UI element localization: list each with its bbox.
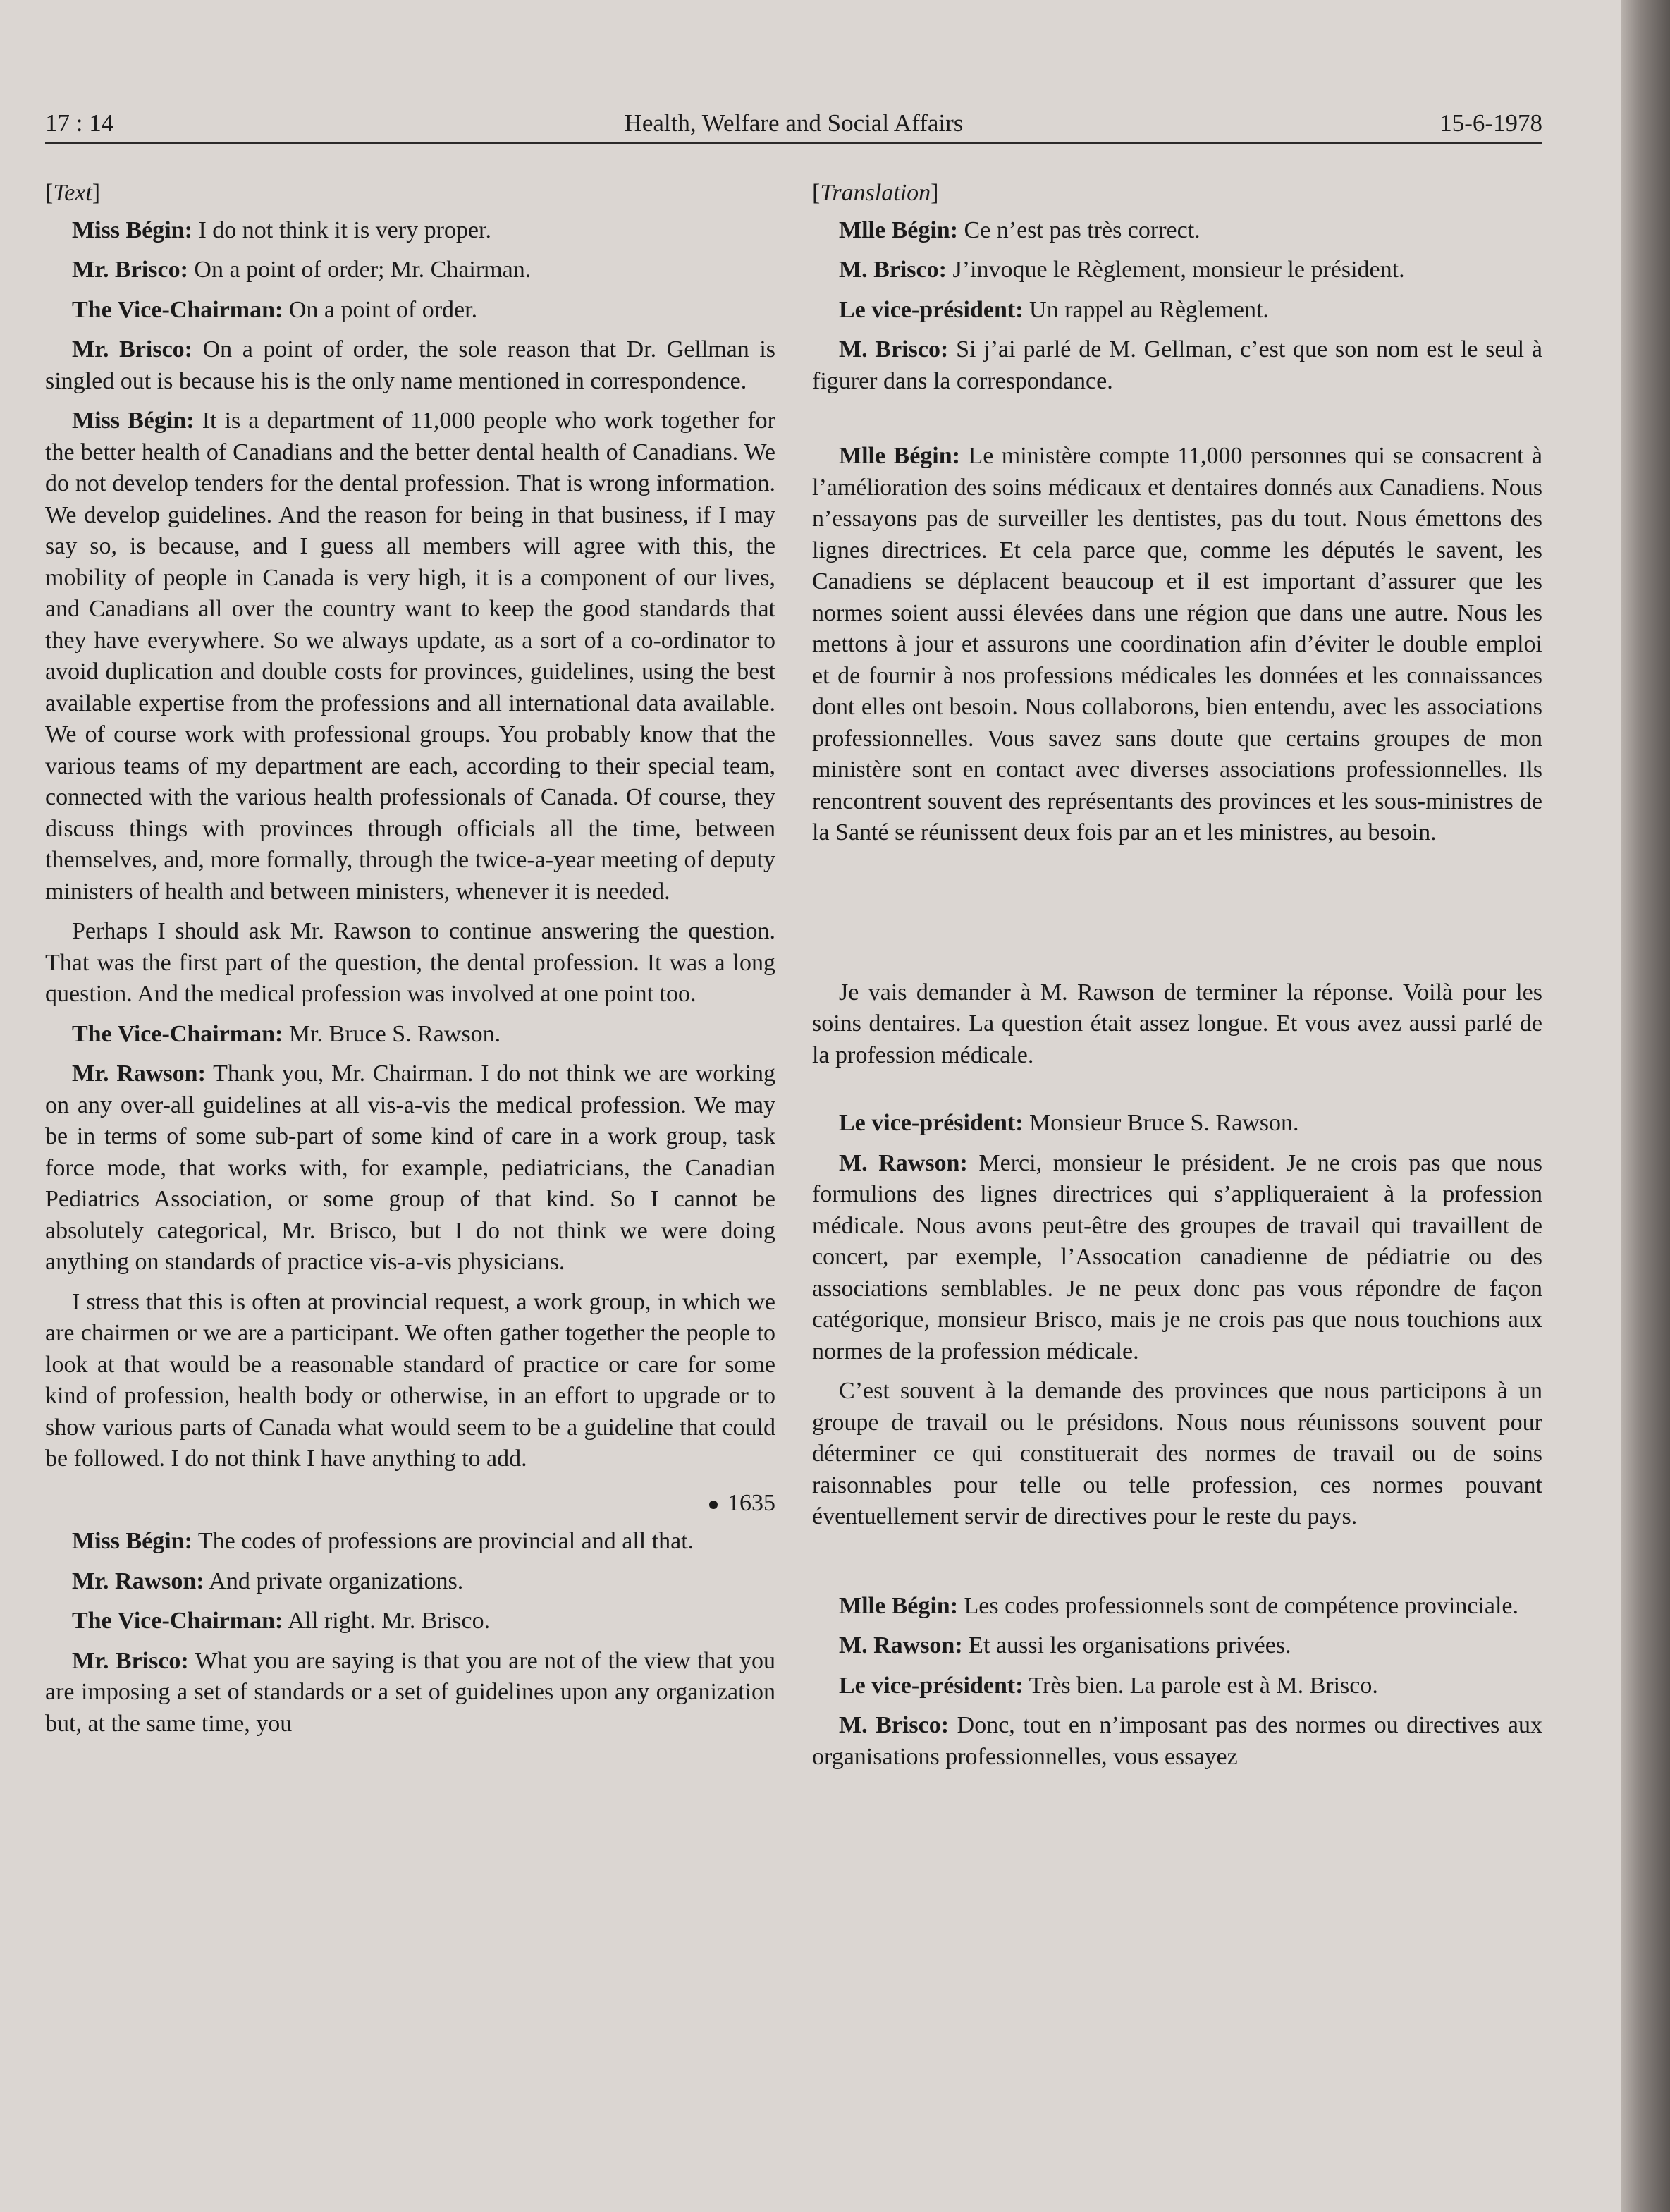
paragraph: I stress that this is often at provincial request, a work group, in which we are chairmen or we are a participant. We often gather together the people to look at that would be a reasonable standard of practice or care for some kind of profession, health body or otherwise, in an effort to upgrade or to show various parts of Canada what would seem to be a guideline that could be followed. I do not think I have anything to add. — [45, 1288, 775, 1472]
speaker: Miss Bégin: — [72, 1528, 192, 1554]
speaker: Le vice-président: — [839, 1672, 1024, 1699]
speaker: Mlle Bégin: — [839, 443, 960, 469]
paragraph: M. Brisco: Si j’ai parlé de M. Gellman, c’est que son nom est le seul à figurer dans la correspondance. — [812, 336, 1542, 394]
section-label: [Translation] — [812, 180, 939, 206]
paragraph: Miss Bégin: The codes of professions are provincial and all that. — [72, 1528, 694, 1554]
paragraph: Mlle Bégin: Les codes professionnels sont de compétence provinciale. — [839, 1592, 1518, 1619]
paragraph: Le vice-président: Un rappel au Règlement. — [839, 296, 1269, 323]
paragraph: M. Rawson: Merci, monsieur le président. Je ne crois pas que nous formulions des lignes directrices qui s’appliqueraient à la profession médicale. Nous avons peut-être des groupes de travail qui travaillent de concert, par exemple, l’Assocation canadienne de pédiatrie ou des associations semblables. Je ne peux donc pas vous répondre de façon catégorique, monsieur Brisco, mais je ne crois pas que nous touchions aux normes de la profession médicale. — [812, 1149, 1542, 1364]
page-edge — [1621, 0, 1670, 2212]
speaker: Mr. Rawson: — [72, 1568, 204, 1594]
speaker: The Vice-Chairman: — [72, 296, 283, 323]
paragraph: The Vice-Chairman: Mr. Bruce S. Rawson. — [72, 1020, 501, 1047]
speaker: M. Brisco: — [839, 1712, 950, 1738]
page-number: 17 : 14 — [45, 109, 114, 137]
speaker: The Vice-Chairman: — [72, 1020, 283, 1047]
paragraph: Mr. Brisco: On a point of order, the sole reason that Dr. Gellman is singled out is because his is the only name mentioned in correspondence. — [45, 336, 776, 394]
paragraph: Le vice-président: Monsieur Bruce S. Rawson. — [839, 1110, 1299, 1136]
paragraph: M. Brisco: Donc, tout en n’imposant pas des normes ou directives aux organisations professionnelles, vous essayez — [812, 1712, 1543, 1770]
paragraph: Le vice-président: Très bien. La parole est à M. Brisco. — [839, 1672, 1378, 1699]
speaker: Miss Bégin: — [72, 216, 192, 243]
speaker: Mr. Brisco: — [72, 1647, 189, 1674]
speaker: Mr. Rawson: — [72, 1061, 206, 1087]
paragraph: The Vice-Chairman: All right. Mr. Brisco. — [72, 1608, 491, 1634]
speaker: M. Rawson: — [839, 1149, 968, 1176]
paragraph: Mr. Brisco: On a point of order; Mr. Chairman. — [72, 257, 532, 283]
paragraph: Miss Bégin: I do not think it is very proper. — [72, 216, 491, 243]
paragraph: Mr. Rawson: And private organizations. — [72, 1568, 464, 1594]
paragraph: M. Brisco: J’invoque le Règlement, monsieur le président. — [839, 257, 1405, 283]
paragraph: Mlle Bégin: Ce n’est pas très correct. — [839, 216, 1201, 243]
paragraph: Mlle Bégin: Le ministère compte 11,000 personnes qui se consacrent à l’amélioration des soins médicaux et dentaires donnés aux Canadiens. Nous n’essayons pas de surveiller les dentistes, pas du tout. Nous émettons des lignes directrices. Et cela parce que, comme les députés le savent, les Canadiens se déplacent beaucoup et il est important d’assurer que les normes soient aussi élevées dans une région que dans une autre. Nous les mettons à jour et assurons une coordination afin d’éviter le double emploi et de fournir à nos professions médicales les données et les connaissances dont elles ont besoin. Nous collaborons, bien entendu, avec les associations professionnelles. Vous savez sans doute que certains groupes de mon ministère sont en contact avec diverses associations professionnelles. Ils rencontrent souvent des représentants des provinces et les sous-ministres de la Santé se réunissent deux fois par an et les ministres, au besoin. — [812, 443, 1542, 845]
date: 15-6-1978 — [1439, 109, 1542, 137]
speaker: M. Brisco: — [839, 257, 947, 283]
paragraph: Je vais demander à M. Rawson de terminer la réponse. Voilà pour les soins dentaires. La question était assez longue. Et vous avez aussi parlé de la profession médicale. — [812, 979, 1542, 1068]
paragraph: Mr. Brisco: What you are saying is that you are not of the view that you are imposing a set of standards or a set of guidelines upon any organization but, at the same time, you — [45, 1647, 776, 1737]
speaker: Le vice-président: — [839, 1110, 1024, 1136]
speaker: Miss Bégin: — [72, 408, 195, 434]
paragraph: Mr. Rawson: Thank you, Mr. Chairman. I do not think we are working on any over-all guidelines at all vis-a-vis the medical profession. We may be in terms of some sub-part of some kind of care in a work group, task force mode, that works with, for example, pediatricians, the Canadian Pediatrics Association, or some group of that kind. So I cannot be absolutely categorical, Mr. Brisco, but I do not think we were doing anything on standards of practice vis-a-vis physicians. — [45, 1061, 775, 1275]
english-column — [45, 178, 775, 1748]
paragraph: M. Rawson: Et aussi les organisations privées. — [839, 1632, 1291, 1658]
paragraph: The Vice-Chairman: On a point of order. — [72, 296, 478, 323]
speaker: Mlle Bégin: — [839, 1592, 959, 1619]
section-label: [Text] — [45, 180, 101, 206]
speaker: M. Rawson: — [839, 1632, 963, 1658]
speaker: The Vice-Chairman: — [72, 1608, 283, 1634]
speaker: Mlle Bégin: — [839, 216, 959, 243]
paragraph: Perhaps I should ask Mr. Rawson to continue answering the question. That was the first part of the question, the dental profession. It was a long question. And the medical profession was involved at one point too. — [45, 918, 775, 1007]
speaker: Mr. Brisco: — [72, 257, 188, 283]
french-column — [812, 178, 1542, 1781]
speaker: Mr. Brisco: — [72, 336, 193, 362]
paragraph: Miss Bégin: It is a department of 11,000 people who work together for the better health of Canadians and the better dental health of Canadians. We do not develop tenders for the dental profession. That is wrong information. We develop guidelines. And the reason for being in that business, if I may say so, is because, and I guess all members will agree with this, the mobility of people in Canada is very high, it is a component of our lives, and Canadians all over the country want to keep the good standards that they have everywhere. So we always update, as a sort of a co-ordinator to avoid duplication and double costs for provinces, guidelines, using the best available expertise from the professions and all international data available. We of course work with professional groups. You probably know that the various teams of my department are each, according to their special team, connected with the various health professionals of Canada. Of course, they discuss things with provinces through officials all the time, between themselves, and, more formally, through the twice-a-year meeting of deputy ministers of health and between ministers, whenever it is needed. — [45, 408, 776, 905]
paragraph: C’est souvent à la demande des provinces que nous participons à un groupe de travail ou le présidons. Nous nous réunissons souvent pour déterminer ce qui constituerait des normes de travail ou de soins raisonnables pour telle ou telle profession, ces normes pouvant éventuellement servir de directives pour le reste du pays. — [812, 1378, 1542, 1529]
timestamp: 1635 — [45, 1488, 775, 1520]
publication-title: Health, Welfare and Social Affairs — [624, 109, 964, 137]
bullet-icon — [709, 1501, 718, 1509]
speaker: M. Brisco: — [839, 336, 949, 362]
speaker: Le vice-président: — [839, 296, 1024, 323]
header-rule — [45, 142, 1542, 144]
running-header — [45, 104, 1542, 142]
